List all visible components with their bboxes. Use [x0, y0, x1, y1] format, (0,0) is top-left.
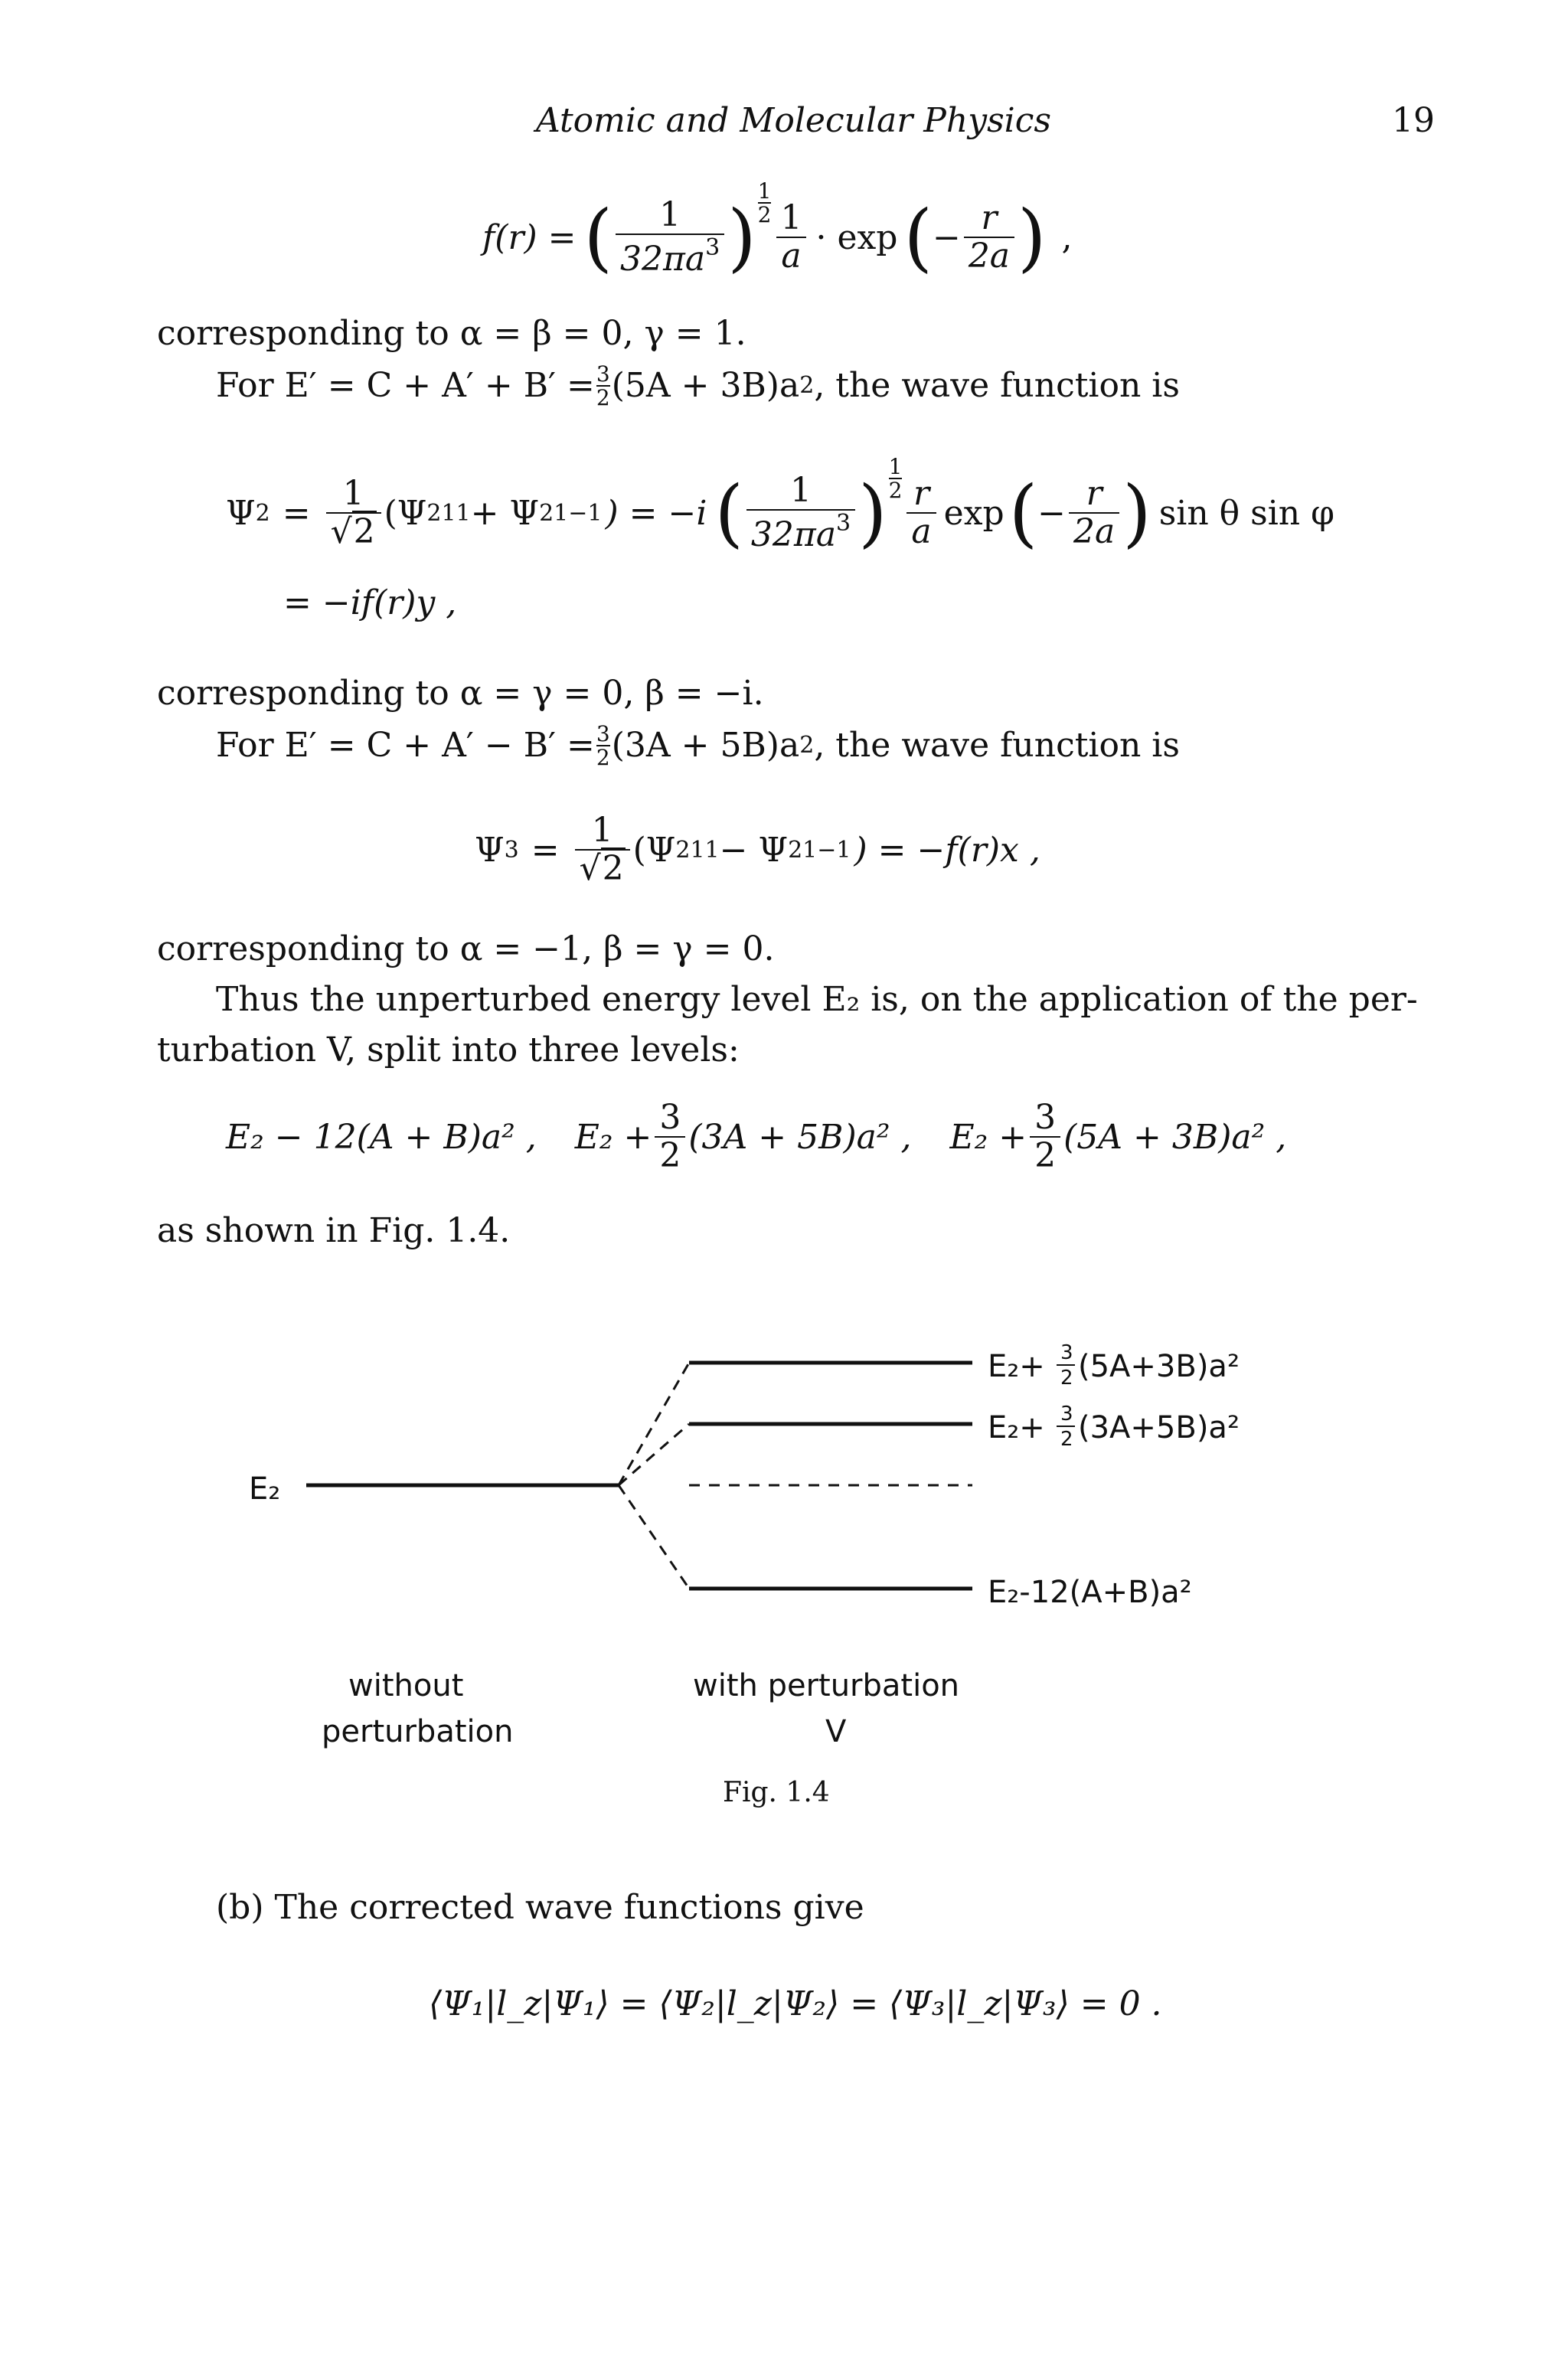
level-3: (5A + 3B)a² ,	[1063, 1117, 1287, 1157]
split-line-bottom	[619, 1485, 689, 1589]
eq-f-exp-lparen: (	[903, 194, 933, 280]
eq-f-lhs: f(r) =	[482, 217, 577, 257]
equation-psi2-line2: = −if(r)y ,	[283, 583, 457, 622]
caption-perturbation: perturbation	[322, 1714, 514, 1749]
caption-v: V	[825, 1714, 847, 1749]
text-corresponding-2: corresponding to α = γ = 0, β = −i.	[157, 674, 764, 713]
eq-f-one-over-a: $\frac{1}{a}$	[776, 200, 806, 276]
eq-f-exp-rparen: )	[1018, 194, 1047, 280]
figure-caption: Fig. 1.4	[723, 1777, 830, 1808]
psi2-fraction: $\frac{1}{32\pi a^3}$	[746, 472, 855, 554]
equation-f-r	[482, 180, 1073, 295]
psi3-one-over-sqrt2: $\frac{1}{√2}$	[575, 812, 630, 888]
level-2-fraction: $\frac{3}{2}$	[655, 1099, 685, 1175]
running-title: Atomic and Molecular Physics	[536, 101, 1051, 140]
psi2-r-over-a: $\frac{r}{a}$	[906, 475, 936, 551]
paragraph-line-1: Thus the unperturbed energy level E₂ is, on the application of the per-	[216, 980, 1418, 1019]
eq-f-r-over-2a: $\frac{r}{2a}$	[964, 200, 1014, 276]
eq-f-fraction	[616, 194, 724, 279]
psi2-one-over-sqrt2: $\frac{1}{√2}$	[326, 475, 381, 551]
label-top-post: (5A+3B)a²	[1078, 1349, 1240, 1384]
equation-final: ⟨Ψ₁|l_z|Ψ₁⟩ = ⟨Ψ₂|l_z|Ψ₂⟩ = ⟨Ψ₃|l_z|Ψ₃⟩ = 0 .	[429, 1984, 1162, 2023]
text-for-e-prime-1: For E′ = C + A′ + B′ = $\frac{3}{2}$ (5A + 3B)a 2 , the wave function is	[216, 361, 1180, 411]
text-for-e-prime-2: For E′ = C + A′ − B′ = $\frac{3}{2}$ (3A + 5B)a 2 , the wave function is	[216, 721, 1180, 771]
caption-with-perturbation: with perturbation	[693, 1668, 960, 1703]
eq-f-num: 1	[659, 194, 681, 234]
label-top-den: 2	[1060, 1367, 1073, 1390]
split-line-middle	[619, 1424, 689, 1485]
split-line-top	[619, 1363, 689, 1485]
psi2-half-exponent: $\frac{1}{2}$	[888, 454, 903, 504]
eq-f-minus: −	[932, 217, 961, 257]
psi2-r-over-2a: $\frac{r}{2a}$	[1069, 475, 1119, 551]
energy-level-figure	[0, 1301, 1568, 1837]
equation-psi2: Ψ 2 = $\frac{1}{√2}$ (Ψ 211 + Ψ 21−1 ) = −i ( $\frac{1}{32\pi a^3}$ ) $\frac{1}{2}$ $\frac{r}{a}$ exp ( − $\frac{r}{2a}$ ) sin θ sin φ	[226, 454, 1334, 556]
label-top-pre: E₂+	[988, 1349, 1045, 1384]
page-number: 19	[1392, 101, 1435, 140]
text-as-shown: as shown in Fig. 1.4.	[157, 1211, 511, 1250]
text4-fraction: $\frac{3}{2}$	[596, 721, 610, 771]
text-corresponding-1: corresponding to α = β = 0, γ = 1.	[157, 314, 746, 353]
label-middle-den: 2	[1060, 1428, 1073, 1451]
level-1: E₂ − 12(A + B)a² ,	[226, 1117, 537, 1157]
eq-f-half-exponent: $\frac{1}{2}$	[757, 178, 772, 228]
level-3-fraction: $\frac{3}{2}$	[1030, 1099, 1060, 1175]
text2-fraction: $\frac{3}{2}$	[596, 361, 610, 411]
eq-f-lparen: (	[583, 194, 612, 280]
eq-f-comma: ,	[1061, 217, 1073, 257]
label-middle-pre: E₂+	[988, 1410, 1045, 1445]
eq-f-exp: · exp	[815, 217, 898, 257]
text-part-b: (b) The corrected wave functions give	[216, 1888, 864, 1927]
paragraph-line-2: turbation V, split into three levels:	[157, 1030, 740, 1070]
text-corresponding-3: corresponding to α = −1, β = γ = 0.	[157, 929, 775, 968]
level-2: (3A + 5B)a² ,	[688, 1117, 912, 1157]
label-middle-post: (3A+5B)a²	[1078, 1410, 1240, 1445]
label-top-num: 3	[1060, 1341, 1073, 1364]
label-e2-left: E₂	[249, 1471, 281, 1507]
eq-f-den: $32\pi a^3$	[616, 234, 724, 278]
equation-psi3: Ψ 3 = $\frac{1}{√2}$ (Ψ 211 − Ψ 21−1 ) = −f(r)x ,	[475, 810, 1040, 888]
caption-without: without	[348, 1668, 464, 1703]
eq-f-rparen: )	[727, 194, 756, 280]
label-middle-num: 3	[1060, 1403, 1073, 1426]
label-bottom: E₂-12(A+B)a²	[988, 1575, 1192, 1610]
equation-levels: E₂ − 12(A + B)a² , E₂ + $\frac{3}{2}$ (3A + 5B)a² , E₂ + $\frac{3}{2}$ (5A + 3B)a² ,	[226, 1097, 1287, 1175]
